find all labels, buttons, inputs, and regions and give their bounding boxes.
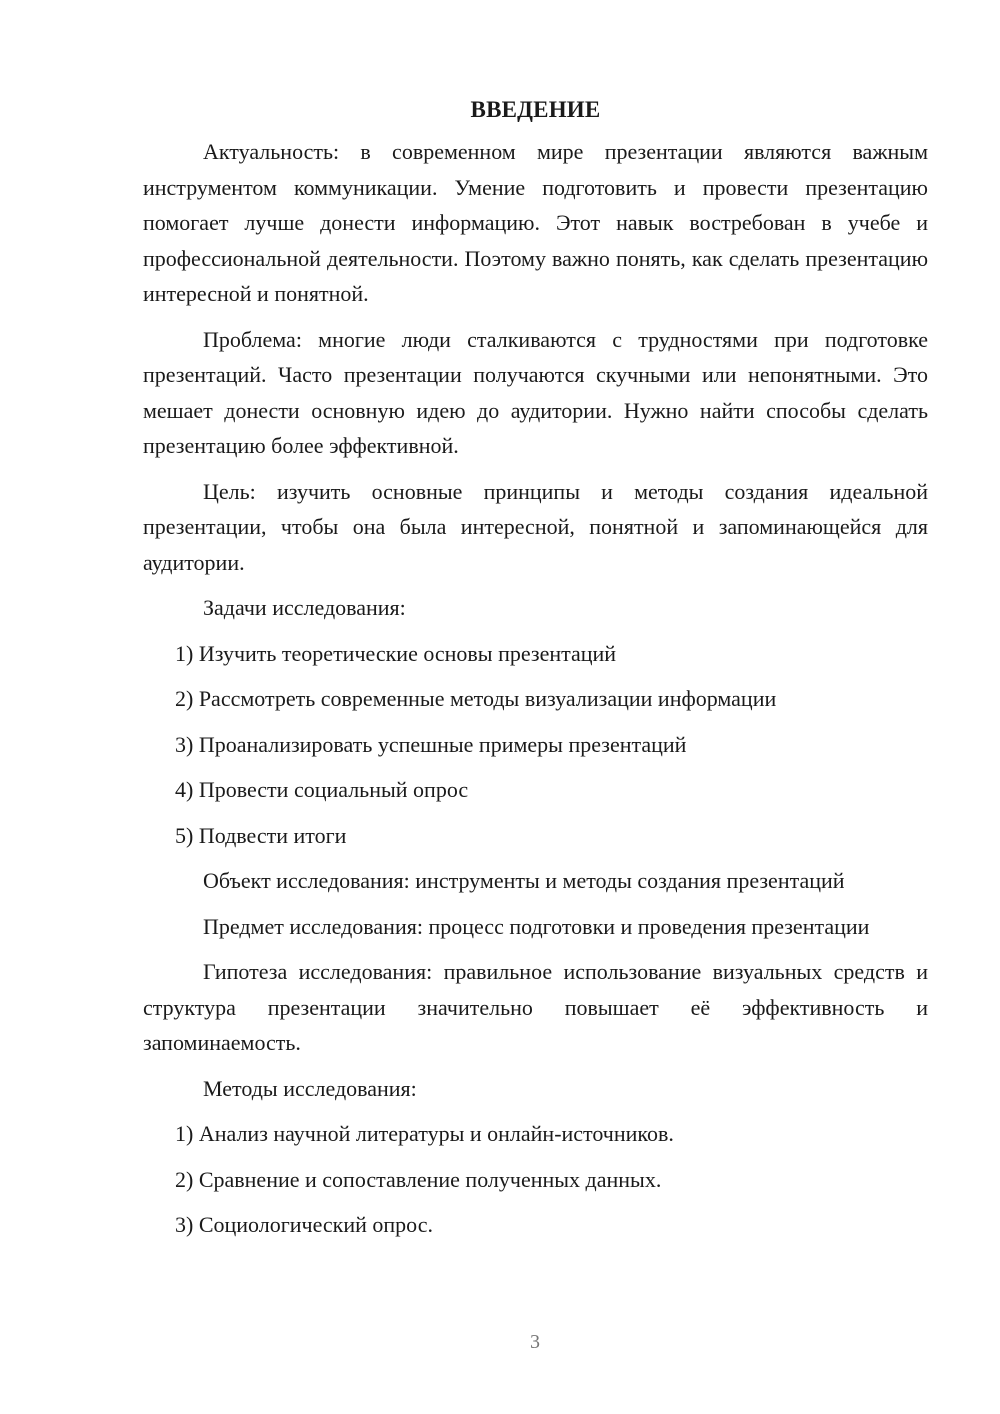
- hypothesis-paragraph: Гипотеза исследования: правильное использование визуальных средств и структура презентации значительно повышает её эффективность и запоминаемость.: [143, 959, 928, 1055]
- section-title: ВВЕДЕНИЕ: [470, 97, 601, 122]
- document-page: [143, 92, 928, 1253]
- task-item: 1) Изучить теоретические основы презентаций: [175, 640, 617, 666]
- page-number: 3: [530, 1331, 540, 1353]
- tasks-list: [143, 636, 928, 854]
- tasks-heading: Задачи исследования:: [203, 595, 406, 620]
- relevance-paragraph: Актуальность: в современном мире презентации являются важным инструментом коммуникации. Умение подготовить и провести презентацию помогает лучше донести информацию. Этот навык востребован в учебе и профессиональной деятельности. Поэтому важно понять, как сделать презентацию интересной и понятной.: [143, 139, 928, 306]
- task-item: 5) Подвести итоги: [175, 822, 347, 848]
- goal-paragraph: Цель: изучить основные принципы и методы создания идеальной презентации, чтобы она была интересной, понятной и запоминающейся для аудитории.: [143, 478, 928, 575]
- problem-paragraph: Проблема: многие люди сталкиваются с трудностями при подготовке презентаций. Часто презентации получаются скучными или непонятными. Это мешает донести основную идею до аудитории. Нужно найти способы сделать презентацию более эффективной.: [143, 326, 928, 458]
- methods-heading: Методы исследования:: [203, 1075, 417, 1101]
- method-item: 2) Сравнение и сопоставление полученных данных.: [175, 1166, 662, 1192]
- task-item: 3) Проанализировать успешные примеры презентаций: [175, 731, 687, 757]
- task-item: 4) Провести социальный опрос: [175, 777, 469, 802]
- method-item: 3) Социологический опрос.: [175, 1212, 433, 1237]
- methods-list: [143, 1116, 928, 1243]
- object-paragraph: Объект исследования: инструменты и методы создания презентаций: [203, 868, 845, 893]
- method-item: 1) Анализ научной литературы и онлайн-источников.: [175, 1121, 674, 1146]
- subject-paragraph: Предмет исследования: процесс подготовки и проведения презентации: [203, 913, 870, 939]
- task-item: 2) Рассмотреть современные методы визуализации информации: [175, 686, 777, 711]
